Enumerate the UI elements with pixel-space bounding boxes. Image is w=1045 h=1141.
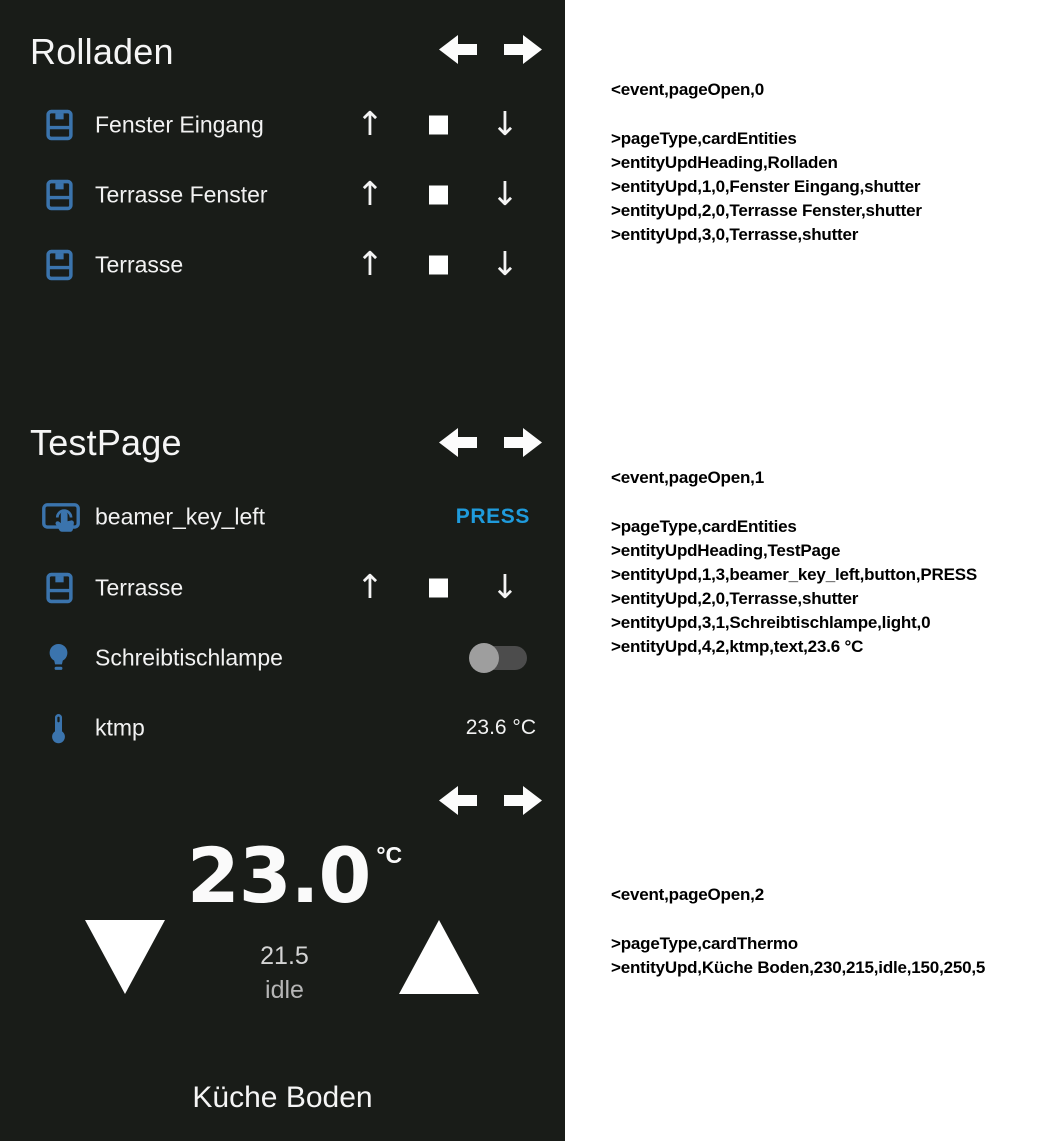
thermostat-name: Küche Boden (192, 1081, 373, 1114)
protocol-line: >entityUpd,3,0,Terrasse,shutter (611, 225, 859, 244)
entity-row-ktmp (0, 698, 565, 758)
arrow-right-icon (504, 785, 542, 816)
shutter-icon (46, 250, 73, 281)
shutter-stop-button[interactable] (429, 579, 448, 598)
entity-label: Schreibtischlampe (95, 644, 283, 671)
arrow-right-icon (504, 34, 542, 65)
entity-row-beamer-key-left (0, 487, 565, 547)
protocol-lines (611, 127, 922, 247)
gesture-tap-button-icon (42, 501, 80, 533)
press-button[interactable]: PRESS (455, 505, 530, 528)
thermometer-icon (51, 713, 66, 744)
entity-label: Terrasse (95, 574, 184, 601)
shutter-icon (46, 180, 73, 211)
entity-row-terrasse (0, 235, 565, 295)
shutter-up-button[interactable]: ↑ (356, 104, 384, 143)
shutter-icon (46, 110, 73, 141)
page-next-button[interactable] (504, 427, 542, 458)
protocol-block-page2 (611, 883, 985, 980)
entity-label: Terrasse Fenster (95, 181, 268, 208)
protocol-line: >entityUpd,4,2,ktmp,text,23.6 °C (611, 637, 864, 656)
shutter-up-button[interactable]: ↑ (356, 567, 384, 606)
protocol-lines (611, 515, 977, 659)
protocol-line: >entityUpd,2,0,Terrasse Fenster,shutter (611, 201, 922, 220)
page-next-button[interactable] (504, 34, 542, 65)
entity-label: Terrasse (95, 251, 184, 278)
protocol-line: >entityUpd,Küche Boden,230,215,idle,150,250,5 (611, 958, 986, 977)
event-line: <event,pageOpen,2 (611, 885, 764, 904)
protocol-line: >entityUpd,1,0,Fenster Eingang,shutter (611, 177, 921, 196)
shutter-stop-button[interactable] (429, 256, 448, 275)
page-prev-button[interactable] (439, 34, 477, 65)
current-temperature (12, 831, 577, 920)
entity-label: beamer_key_left (95, 503, 266, 530)
lightbulb-icon (48, 643, 69, 674)
entity-label: Fenster Eingang (95, 111, 264, 138)
shutter-down-button[interactable]: ↓ (491, 244, 519, 283)
event-line: <event,pageOpen,0 (611, 80, 764, 99)
current-temperature-value: 23.0 (186, 831, 371, 920)
entity-row-terrasse-fenster (0, 165, 565, 225)
light-toggle-switch[interactable] (469, 642, 527, 674)
protocol-line: >entityUpd,2,0,Terrasse,shutter (611, 589, 859, 608)
arrow-left-icon (439, 34, 477, 65)
arrow-left-icon (439, 427, 477, 458)
shutter-stop-button[interactable] (429, 186, 448, 205)
card-title-testpage: TestPage (30, 422, 182, 463)
protocol-lines (611, 932, 985, 980)
protocol-line: >pageType,cardThermo (611, 934, 798, 953)
shutter-down-button[interactable]: ↓ (491, 567, 519, 606)
shutter-up-button[interactable]: ↑ (356, 244, 384, 283)
protocol-block-page1 (611, 466, 977, 659)
shutter-icon (46, 573, 73, 604)
protocol-block-page0 (611, 78, 922, 247)
page-prev-button[interactable] (439, 427, 477, 458)
protocol-line: >entityUpdHeading,TestPage (611, 541, 841, 560)
protocol-line: >pageType,cardEntities (611, 517, 797, 536)
shutter-stop-button[interactable] (429, 116, 448, 135)
protocol-line: >entityUpd,1,3,beamer_key_left,button,PRESS (611, 565, 977, 584)
setpoint-value: 21.5 (260, 942, 309, 970)
protocol-line: >entityUpdHeading,Rolladen (611, 153, 838, 172)
arrow-left-icon (439, 785, 477, 816)
page-next-button[interactable] (504, 785, 542, 816)
shutter-down-button[interactable]: ↓ (491, 104, 519, 143)
shutter-down-button[interactable]: ↓ (491, 174, 519, 213)
entity-row-schreibtischlampe (0, 628, 565, 688)
toggle-knob (469, 643, 499, 673)
event-line: <event,pageOpen,1 (611, 468, 764, 487)
entity-label: ktmp (95, 714, 145, 741)
hvac-state: idle (265, 976, 304, 1004)
temperature-unit: °C (376, 842, 403, 868)
arrow-right-icon (504, 427, 542, 458)
protocol-line: >entityUpd,3,1,Schreibtischlampe,light,0 (611, 613, 931, 632)
entity-row-terrasse-testpage (0, 558, 565, 618)
protocol-line: >pageType,cardEntities (611, 129, 797, 148)
entity-row-fenster-eingang (0, 95, 565, 155)
sensor-value: 23.6 °C (465, 716, 536, 739)
page-prev-button[interactable] (439, 785, 477, 816)
shutter-up-button[interactable]: ↑ (356, 174, 384, 213)
card-title-rolladen: Rolladen (30, 31, 174, 72)
